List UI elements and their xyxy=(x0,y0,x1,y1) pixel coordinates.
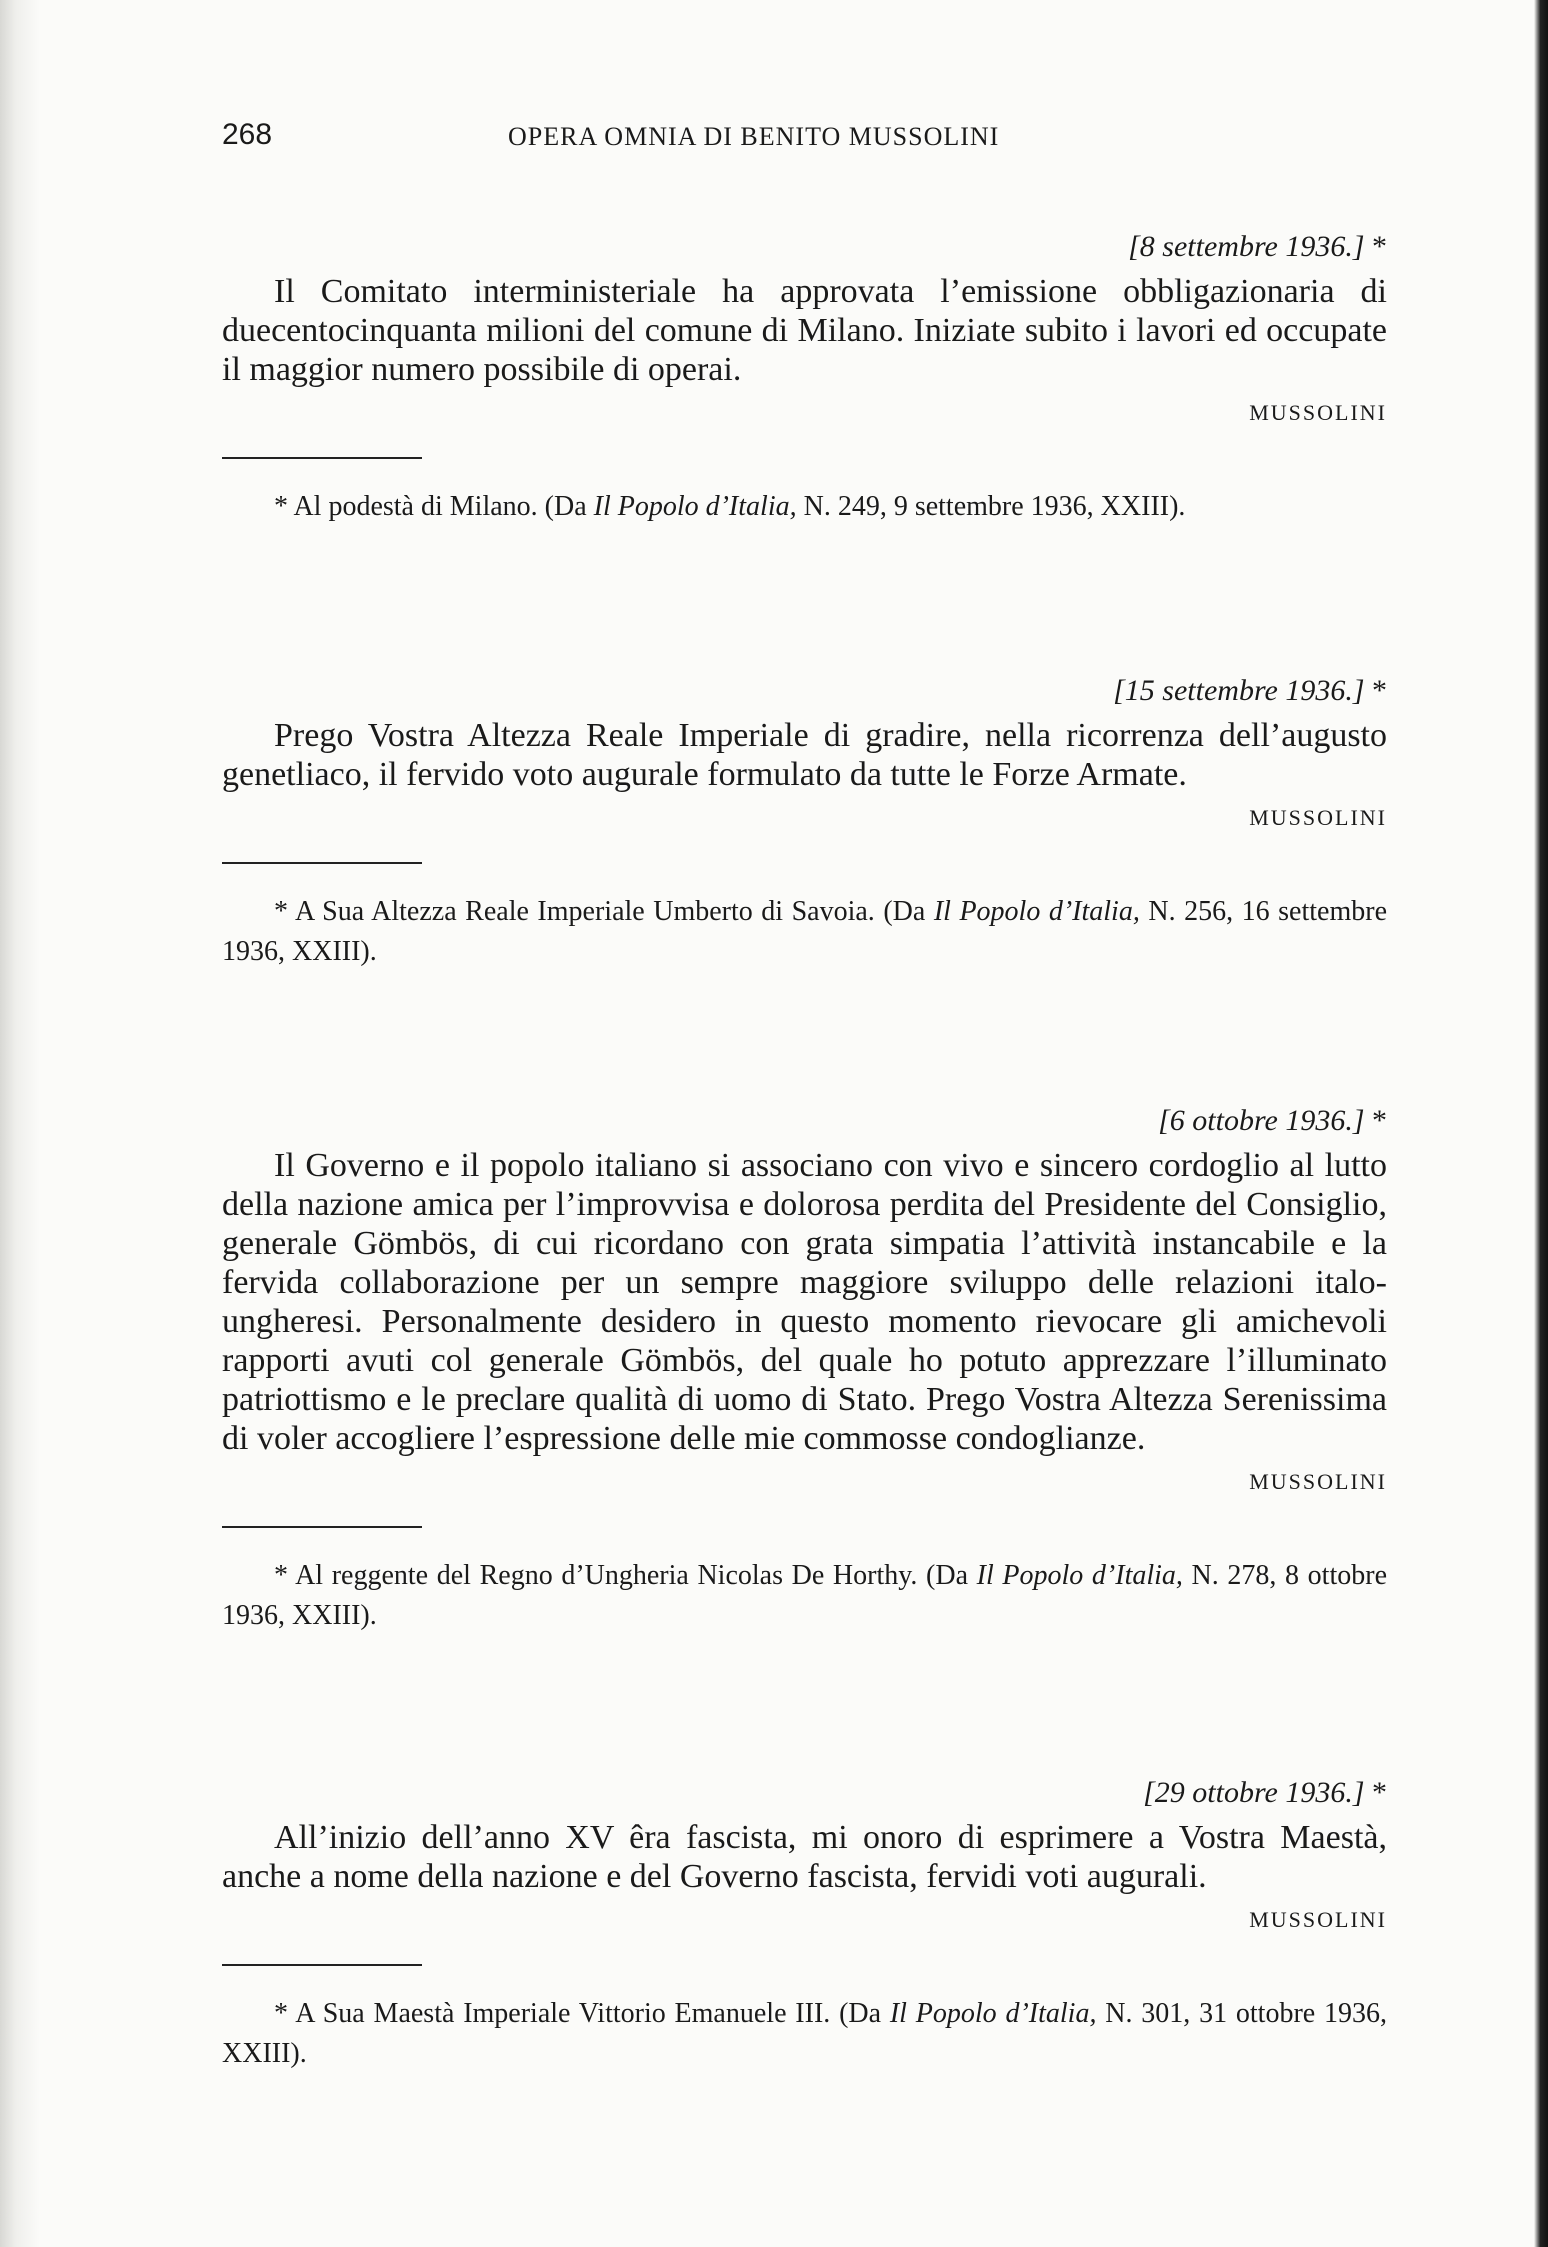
running-head-title: OPERA OMNIA DI BENITO MUSSOLINI xyxy=(508,122,1000,151)
entry-date: [6 ottobre 1936.] * xyxy=(1158,1104,1387,1137)
footnote: * A Sua Maestà Imperiale Vittorio Emanuele III. (Da Il Popolo d’Italia, N. 301, 31 ottobre 1936, XXIII). xyxy=(222,1998,1388,2069)
entry-2 xyxy=(222,666,1387,972)
entry-date: [29 ottobre 1936.] * xyxy=(1143,1776,1387,1809)
entry-text: Il Governo e il popolo italiano si associano con vivo e sincero cordoglio al lutto della nazione amica per l’improvvisa e dolorosa perdita del Presidente del Consiglio, generale Gömbös, di cui ricordano con grata simpatia l’attività instancabile e la fervida collaborazione per un sempre maggiore sviluppo delle relazioni italo-ungheresi. Personalmente desidero in questo momento rievocare gli amichevoli rapporti avuti col generale Gömbös, del quale ho potuto apprezzare l’illuminato patriottismo e le preclare qualità di uomo di Stato. Prego Vostra Altezza Serenissima di voler accogliere l’espressione delle mie commosse condoglianze. xyxy=(222,1147,1387,1457)
footnote: * A Sua Altezza Reale Imperiale Umberto di Savoia. (Da Il Popolo d’Italia, N. 256, 16 settembre 1936, XXIII). xyxy=(222,896,1387,967)
entry-text: All’inizio dell’anno XV êra fascista, mi onoro di esprimere a Vostra Maestà, anche a nome della nazione e del Governo fascista, fervidi voti augurali. xyxy=(222,1819,1387,1895)
signature: MUSSOLINI xyxy=(1249,1907,1387,1932)
footnote-rule xyxy=(222,1526,422,1528)
entry-1 xyxy=(222,222,1387,527)
entry-date: [8 settembre 1936.] * xyxy=(1128,230,1387,263)
signature: MUSSOLINI xyxy=(1249,805,1387,830)
signature: MUSSOLINI xyxy=(1249,400,1387,425)
footnote: * Al podestà di Milano. (Da Il Popolo d’Italia, N. 249, 9 settembre 1936, XXIII). xyxy=(274,491,1186,522)
page-binding-edge xyxy=(1534,0,1548,2247)
entry-date: [15 settembre 1936.] * xyxy=(1113,674,1387,707)
page-edge-shadow xyxy=(0,0,40,2247)
page-header xyxy=(222,118,1387,158)
footnote-rule xyxy=(222,457,422,459)
entry-text: Il Comitato interministeriale ha approvata l’emissione obbligazionaria di duecentocinquanta milioni del comune di Milano. Iniziate subito i lavori ed occupate il maggior numero possibile di operai. xyxy=(222,273,1387,388)
entry-3 xyxy=(222,1096,1387,1636)
page-number: 268 xyxy=(222,118,273,151)
footnote: * Al reggente del Regno d’Ungheria Nicolas De Horthy. (Da Il Popolo d’Italia, N. 278, 8 ottobre 1936, XXIII). xyxy=(222,1560,1387,1631)
footnote-rule xyxy=(222,1964,422,1966)
signature: MUSSOLINI xyxy=(1249,1469,1387,1494)
entry-4 xyxy=(222,1768,1387,2074)
entry-text: Prego Vostra Altezza Reale Imperiale di gradire, nella ricorrenza dell’augusto genetliaco, il fervido voto augurale formulato da tutte le Forze Armate. xyxy=(222,717,1387,793)
footnote-rule xyxy=(222,862,422,864)
